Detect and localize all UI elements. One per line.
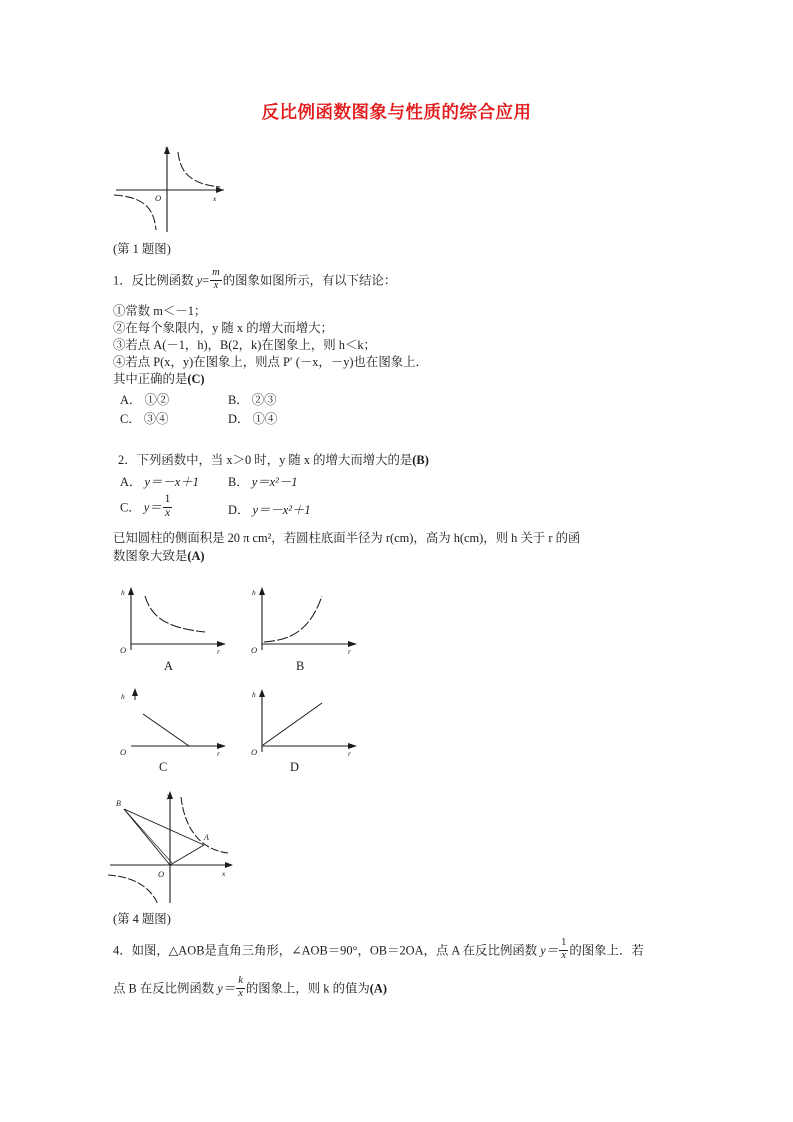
q1-choice-d-text: ①④: [252, 412, 278, 426]
q3-graph-option-c[interactable]: [113, 686, 243, 758]
figure-4-caption: (第 4 题图): [113, 912, 171, 926]
q1-fn-y: y: [196, 273, 203, 288]
q3-option-c-label: C: [159, 760, 168, 774]
fig1-y-label: y: [165, 144, 169, 153]
q4-fraction1-denominator: x: [561, 950, 567, 962]
q3c-origin-label: O: [120, 747, 127, 757]
figure-1-hyperbola: [108, 142, 243, 234]
fig4-point-a-label: A: [204, 833, 209, 842]
q2-choice-d[interactable]: [228, 502, 311, 520]
q1-fraction-m-over-x: [210, 268, 222, 291]
q1-choice-b-text: ②③: [251, 393, 277, 407]
q2-choice-c-denominator: x: [164, 507, 171, 519]
q1-choice-a-letter: A．: [120, 393, 142, 407]
q2-choice-c-fraction: [163, 494, 173, 519]
q3-graph-option-b[interactable]: [244, 584, 374, 654]
question-2-stem: [118, 452, 429, 470]
q2-number: 2．: [118, 453, 137, 467]
q1-answer-prefix: 其中正确的是: [113, 372, 188, 386]
q3a-origin-label: O: [120, 645, 127, 655]
q4-stem-line1-post: 的图象上．若: [569, 943, 644, 958]
q1-fn-eq: =: [202, 273, 210, 288]
q1-choice-c-letter: C．: [120, 412, 141, 426]
q4-fn2-lhs: y＝: [217, 981, 236, 996]
q3-option-d-label: D: [290, 760, 299, 774]
q4-fraction-1-over-x: [559, 938, 568, 961]
q4-stem-line2-post: 的图象上，则 k 的值为: [245, 981, 370, 996]
q1-stem-post: 的图象如图所示，有以下结论：: [222, 273, 397, 288]
q2-choice-b-letter: B．: [228, 475, 249, 489]
question-3-stem-line1: 已知圆柱的侧面积是 20 π cm²，若圆柱底面半径为 r(cm)，高为 h(cm)，则 h 关于 r 的函: [113, 531, 581, 545]
fig1-origin-label: O: [155, 193, 162, 203]
q2-choice-c[interactable]: [120, 493, 173, 521]
q2-choice-c-numerator: 1: [164, 493, 171, 506]
q2-answer: (B): [412, 453, 429, 467]
q4-fraction-k-over-x: [236, 976, 245, 999]
q1-answer: (C): [187, 372, 205, 386]
q1-statement-1: ①常数 m＜－1；: [113, 304, 207, 318]
q4-fraction2-denominator: x: [238, 988, 243, 1000]
q2-choice-d-letter: D．: [228, 503, 250, 517]
q3-stem-line2-text: 数图象大致是: [113, 549, 188, 563]
q1-choice-a[interactable]: [120, 392, 169, 410]
q3-answer: (A): [187, 549, 205, 563]
q2-choice-b-text: y＝x²－1: [251, 475, 298, 489]
fig4-y-label: y: [167, 791, 171, 800]
q4-stem-line1-pre: 如图，△AOB是直角三角形，∠AOB＝90°，OB＝2OA，点 A 在反比例函数: [131, 943, 541, 958]
q3c-x-label: r: [217, 749, 220, 758]
q2-choice-a-text: y＝－x＋1: [144, 475, 199, 489]
q1-choice-c[interactable]: [120, 411, 169, 429]
fig4-x-label: x: [222, 869, 226, 878]
q3b-origin-label: O: [251, 645, 258, 655]
q3-option-a-label: A: [164, 659, 173, 673]
q2-choice-a[interactable]: [120, 474, 199, 492]
q1-stem-pre: 反比例函数: [131, 273, 197, 288]
question-3-stem-line2: [113, 548, 205, 566]
q3d-x-label: r: [348, 749, 351, 758]
figure-1-caption: (第 1 题图): [113, 242, 171, 256]
q3-graph-option-a[interactable]: [113, 584, 243, 654]
question-4-stem-line2: [113, 975, 387, 1001]
q1-number: 1．: [113, 273, 132, 288]
q3-option-b-label: B: [296, 659, 305, 673]
page-title: 反比例函数图象与性质的综合应用: [261, 102, 532, 122]
q1-choice-b-letter: B．: [228, 393, 249, 407]
q3a-y-label: h: [121, 588, 125, 597]
q4-answer: (A): [369, 981, 387, 996]
q3c-y-label: h: [121, 692, 125, 701]
q4-number: 4．: [113, 943, 132, 958]
q4-fraction1-numerator: 1: [561, 937, 567, 949]
q4-fraction2-numerator: k: [238, 975, 243, 987]
q1-statement-2: ②在每个象限内，y 随 x 的增大而增大；: [113, 321, 333, 335]
q1-statement-3: ③若点 A(－1，h)，B(2，k)在图象上，则 h＜k；: [113, 338, 376, 352]
q3b-y-label: h: [252, 588, 256, 597]
q1-fraction-numerator: m: [212, 267, 220, 279]
q3b-x-label: r: [348, 647, 351, 656]
q2-choice-a-letter: A．: [120, 475, 142, 489]
q1-choice-b[interactable]: [228, 392, 277, 410]
question-4-stem-line1: [113, 937, 644, 963]
q1-choice-c-text: ③④: [143, 412, 169, 426]
q4-fn1-lhs: y＝: [540, 943, 559, 958]
figure-4-triangle-hyperbola: [104, 787, 254, 907]
q3a-x-label: r: [217, 647, 220, 656]
q1-statement-4: ④若点 P(x，y)在图象上，则点 P′ (－x，－y)也在图象上．: [113, 355, 428, 369]
q3d-y-label: h: [252, 690, 256, 699]
q2-choice-b[interactable]: [228, 474, 297, 492]
q1-answer-line: [113, 371, 205, 389]
fig4-point-b-label: B: [116, 799, 121, 808]
q1-choice-d[interactable]: [228, 411, 277, 429]
q2-stem-text: 下列函数中，当 x＞0 时，y 随 x 的增大而增大的是: [136, 453, 413, 467]
fig1-x-label: x: [213, 194, 217, 203]
q1-fraction-denominator: x: [213, 280, 219, 292]
q3d-origin-label: O: [251, 747, 258, 757]
q2-choice-c-letter: C．: [120, 500, 141, 515]
q2-choice-c-lhs: y＝: [143, 500, 162, 515]
question-1-stem: [113, 267, 397, 293]
fig4-origin-label: O: [158, 869, 165, 879]
q3-graph-option-d[interactable]: [244, 686, 374, 758]
q2-choice-d-text: y＝－x²＋1: [252, 503, 311, 517]
q4-stem-line2-pre: 点 B 在反比例函数: [113, 981, 218, 996]
q1-choice-d-letter: D．: [228, 412, 250, 426]
q1-choice-a-text: ①②: [144, 393, 170, 407]
